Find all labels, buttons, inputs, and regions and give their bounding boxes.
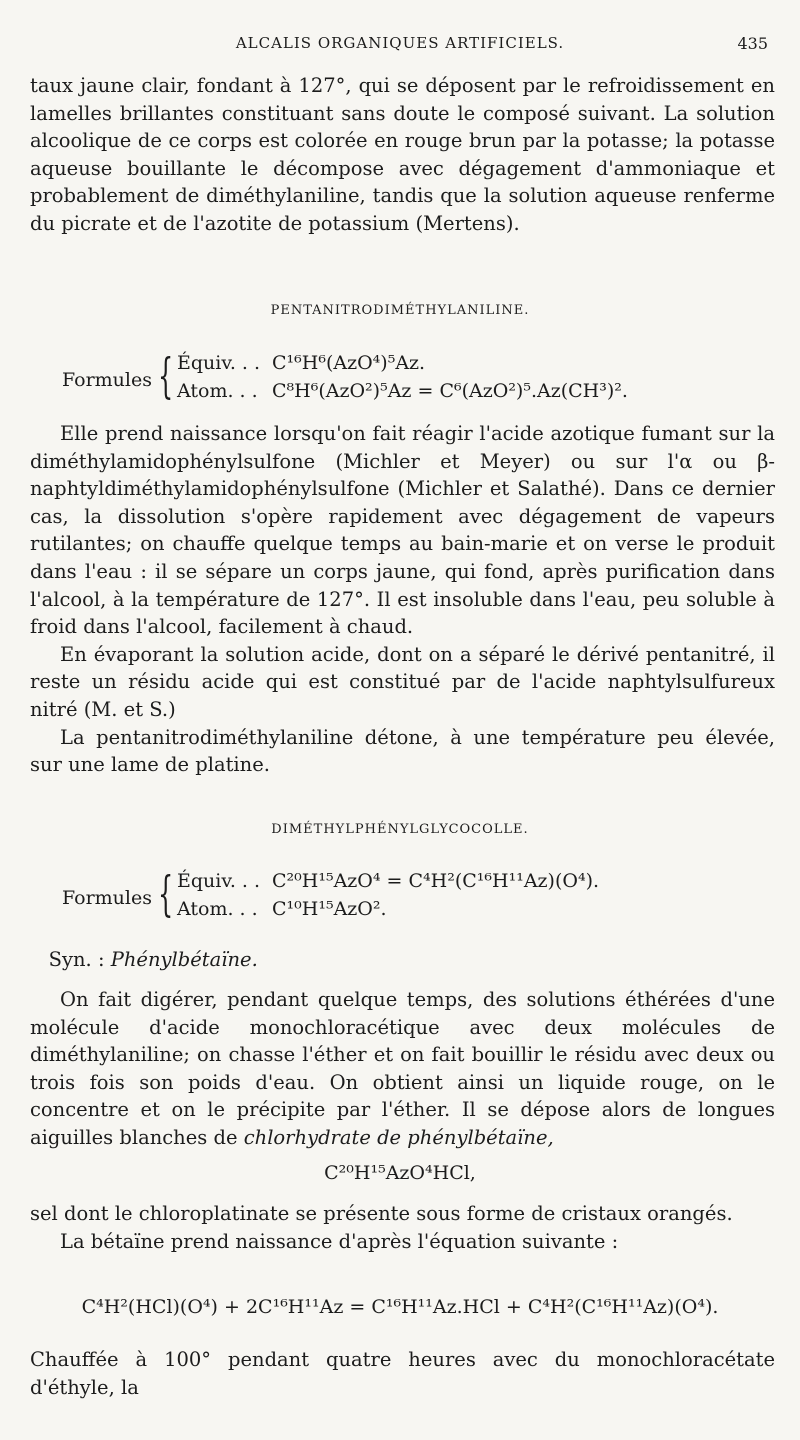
formula-atom-row xyxy=(177,898,387,920)
betaine-equation: C⁴H²(HCl)(O⁴) + 2C¹⁶H¹¹Az = C¹⁶H¹¹Az.HCl + C⁴H²(C¹⁶H¹¹Az)(O⁴). xyxy=(81,1296,719,1318)
section2-paragraph-1 xyxy=(30,986,775,1152)
page-header xyxy=(30,34,770,58)
synonym-line xyxy=(30,946,775,974)
section2-paragraph-4-block xyxy=(30,1346,775,1401)
section1-paragraph-3: La pentanitrodiméthylaniline détone, à une température peu élevée, sur une lame de platine. xyxy=(30,725,775,777)
formula-atom-value: C⁸H⁶(AzO²)⁵Az = C⁶(AzO²)⁵.Az(CH³)². xyxy=(272,380,628,402)
section2-paragraph-4: Chauffée à 100° pendant quatre heures avec du monochloracétate d'éthyle, la xyxy=(30,1348,775,1399)
section1-body xyxy=(30,420,775,779)
brace-glyph: { xyxy=(158,866,174,922)
brace-glyph: { xyxy=(158,348,174,404)
section2-paragraph-1-italic: chlorhydrate de phénylbétaïne, xyxy=(243,1125,554,1149)
formula-atom-label: Atom. . . xyxy=(177,898,258,920)
formulas-label: Formules xyxy=(62,887,152,909)
section1-paragraph-1: Elle prend naissance lorsqu'on fait réagir l'acide azotique fumant sur la diméthylamidophénylsulfone (Michler et Meyer) ou sur l'α ou β-naphtyldiméthylamidophénylsulfone (Michler et Salathé). Dans ce dernier cas, la dissolution s'opère rapidement avec dégagement de vapeurs rutilantes; on chauffe quelque temps au bain-marie et on verse le produit dans l'eau : il se sépare un corps jaune, qui fond, après purification dans l'alcool, à la température de 127°. Il est insoluble dans l'eau, peu soluble à froid dans l'alcool, facilement à chaud. xyxy=(30,422,775,639)
section1-paragraph-2: En évaporant la solution acide, dont on a séparé le dérivé pentanitré, il reste un résidu acide qui est constitué par de l'acide naphtylsulfureux nitré (M. et S.) xyxy=(30,642,775,721)
formula-equiv-row xyxy=(177,870,599,892)
section-heading-pentanitrodimethylaniline: PENTANITRODIMÉTHYLANILINE. xyxy=(270,303,530,318)
formula-equiv-value: C²⁰H¹⁵AzO⁴ = C⁴H²(C¹⁶H¹¹Az)(O⁴). xyxy=(272,870,600,892)
section-heading-dimethylphenylglycocolle: DIMÉTHYLPHÉNYLGLYCOCOLLE. xyxy=(271,822,529,837)
formula-atom-value: C¹⁰H¹⁵AzO². xyxy=(272,898,387,920)
formulas-label: Formules xyxy=(62,369,152,391)
formula-equiv-row xyxy=(177,352,425,374)
chlorhydrate-formula: C²⁰H¹⁵AzO⁴HCl, xyxy=(324,1162,476,1184)
running-title: ALCALIS ORGANIQUES ARTIFICIELS. xyxy=(235,34,565,52)
section2-paragraph-2: sel dont le chloroplatinate se présente sous forme de cristaux orangés. xyxy=(30,1202,733,1225)
intro-paragraph: taux jaune clair, fondant à 127°, qui se déposent par le refroidissement en lamelles brillantes constituant sans doute le composé suivant. La solution alcoolique de ce corps est colorée en rouge brun par la potasse; la potasse aqueuse bouillante le décompose avec dégagement d'ammoniaque et probablement de diméthylaniline, tandis que la solution aqueuse renferme du picrate et de l'azotite de potassium (Mertens). xyxy=(30,74,775,235)
formula-equiv-label: Équiv. . . xyxy=(177,352,261,374)
formula-equiv-label: Équiv. . . xyxy=(177,870,261,892)
section2-paragraphs-2-3 xyxy=(30,1200,775,1255)
formula-atom-row xyxy=(177,380,628,402)
formula-equiv-value: C¹⁶H⁶(AzO⁴)⁵Az. xyxy=(272,352,426,374)
section2-paragraph-1-text: On fait digérer, pendant quelque temps, des solutions éthérées d'une molécule d'acide monochloracétique avec deux molécules de diméthylaniline; on chasse l'éther et on fait bouillir le résidu avec deux ou trois fois son poids d'eau. On obtient ainsi un liquide rouge, on le concentre et on le précipite par l'éther. Il se dépose alors de longues aiguilles blanches de xyxy=(30,988,775,1149)
intro-paragraph-block xyxy=(30,72,775,238)
formula-atom-label: Atom. . . xyxy=(177,380,258,402)
synonym-value: Phénylbétaïne. xyxy=(110,948,258,971)
section2-paragraph-1-block xyxy=(30,986,775,1152)
section2-paragraph-3: La bétaïne prend naissance d'après l'équation suivante : xyxy=(60,1229,619,1253)
page-number: 435 xyxy=(737,34,768,53)
synonym-label: Syn. : xyxy=(48,948,105,971)
